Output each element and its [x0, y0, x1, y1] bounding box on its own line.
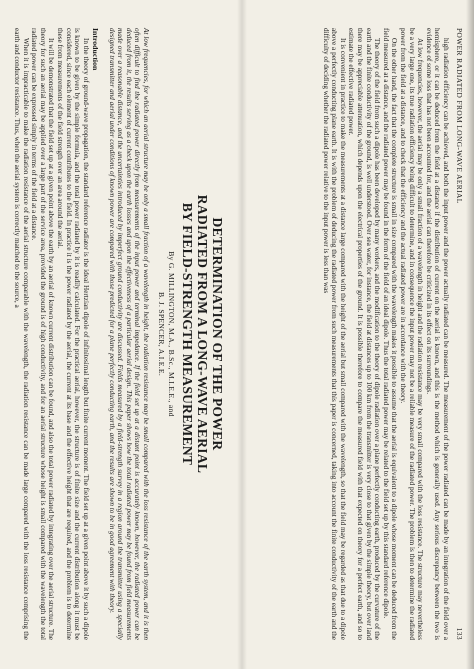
intro-paragraph-1: In the theory of ground-wave propagation, the standard reference radiator is the ideal Hertzian dipole of infinitesimal length but finite current moment. The field set up at a given point above it by such a dipole is known to be given by the simple formula, and the total power radiated by it is readily calculated. For the practical aerial, however, the structure is of finite size and the current distribution along it must be considered, since each element of current contributes to the field. In practice it is the power radiated by the aerial, the current at its base and the effective height that are required, and the problem is to determine these from measurements of the field strength over an area around the aerial.: [56, 28, 90, 640]
authors-line-1: By G. MILLINGTON, M.A., B.Sc., M.I.E.E., and: [167, 251, 176, 417]
body-paragraph-3: On the other hand, the fact that the complete structure is small in size compared with the wavelength makes it possible to assume that the aerial is equivalent to a dipole whose moment can be deduced from the field measured at a distance, and the radiated power may be found in the form of the field of an ideal dipole. Thus the total radiated power may be related to the field set up by this standard reference dipole.: [381, 28, 399, 640]
article-title: [156, 28, 225, 640]
intro-paragraph-2: It will be demonstrated that the field set up at a given point above the earth by an aerial of known current distribution can be found, and also the total power radiated by integrating over the aerial structure. The theory for such an aerial may be applied over a large part of the service area, provided the ground is of high conductivity, and for an aerial structure whose height is small compared with the wavelength the total radiated power can be expressed simply in terms of the field at a distance.: [30, 28, 56, 640]
body-paragraph-4: The theory of the field from such a dipole has been developed by many workers, and the modification to the theory of dipole radiation over a plane perfectly conducting earth, produced by the curvature of the earth and the finite conductivity of the ground, is well understood. Over sea water, for instance, the field at distances up to 100 km from the transmitter is very close to that given by the simple theory, but over land there may be appreciable attenuation, which depends upon the electrical properties of the ground. It is possible therefore to compare the measured field with that expected on theory for a perfect earth, and so to estimate the effective radiated power.: [347, 28, 382, 640]
left-page-content: [13, 28, 230, 640]
page-number: 133: [455, 627, 464, 640]
right-page: [242, 0, 472, 669]
body-paragraph-1: high radiation efficiency can be achieved, and both the input power and the power actually radiated can be measured. The measurement of the power radiated can be made by an integration of the field over a hemisphere, or it can be deduced from the field at a distance if the distribution of current on the aerial is known, and this is the method which is generally used. Any serious discrepancy between the two is evidence of some loss that has not been accounted for, and the aerial can therefore be criticized in its effect on its surroundings.: [424, 28, 450, 640]
abstract: At low frequencies, for which an aerial structure may be only a small fraction of a wavelength in height, the radiation resistance may be small compared with the loss resistance of the earth system, and it is then often difficult to find the radiated power directly from measurements of the input power and terminal impedance. If the field set up at a distant point is accurately known, however, the radiated power can be deduced from it, the results serving as a check upon the earth losses and upon the effectiveness of a particular aerial design. This paper shows how the total radiated power may be found from field measurements made over a reasonable distance, and the uncertainties introduced by imperfect ground conductivity are discussed. Fields measured by a field-strength survey in a region around the transmitter using a specially designed transmitter and aerial under conditions of known power are compared with those predicted for a plane perfectly conducting earth, and the results are shown to be in good agreement with theory.: [107, 28, 150, 640]
running-head-title: POWER RADIATED FROM LONG-WAVE AERIAL: [455, 28, 464, 204]
intro-paragraph-3: When it is impracticable to make the radiation resistance of the aerial structure comparable with the wavelength, the radiation resistance can be made large compared with the loss resistance comprising the earth and conductor resistance. Thus, when the aerial system is correctly matched to the source, a: [13, 28, 30, 640]
title-line-2: RADIATED FROM A LONG-WAVE AERIAL: [195, 194, 210, 474]
running-head: [452, 28, 464, 640]
right-page-content: [321, 28, 450, 640]
title-line-1: DETERMINATION OF THE POWER: [210, 217, 225, 451]
page-edge-shadow: [466, 0, 474, 669]
section-heading-introduction: Introduction: [90, 28, 100, 71]
body-paragraph-2: At low frequencies, however, the aerial may be only a small fraction of a wavelength in height and the radiation resistance may be very small compared with the loss resistance. The structure may nevertheless be a very large one, its true radiation efficiency being difficult to determine, and in consequence the input power may not be a reliable measure of the radiated power. The problem is then to determine the radiated power from the field at a distance, and to check that the efficiency and the actual radiated power are in accordance with the theory.: [399, 28, 425, 640]
body-paragraph-5: It is convenient in practice to make the measurements at a distance large compared with the height of the aerial but small compared with the wavelength, so that the field may be regarded as that due to a dipole above a perfectly conducting plane earth. It is with the problem of deducing the radiated power from such measurements that this paper is concerned, taking into account the finite conductivity of the earth and the difficulty of deciding whether the radiated power relative to the input power is less than was: [321, 28, 347, 640]
authors-line-2: B. J. SPENCER, A.I.E.E.: [157, 291, 166, 377]
title-line-3: BY FIELD-STRENGTH MEASUREMENT: [180, 202, 195, 466]
left-page: [2, 0, 237, 669]
